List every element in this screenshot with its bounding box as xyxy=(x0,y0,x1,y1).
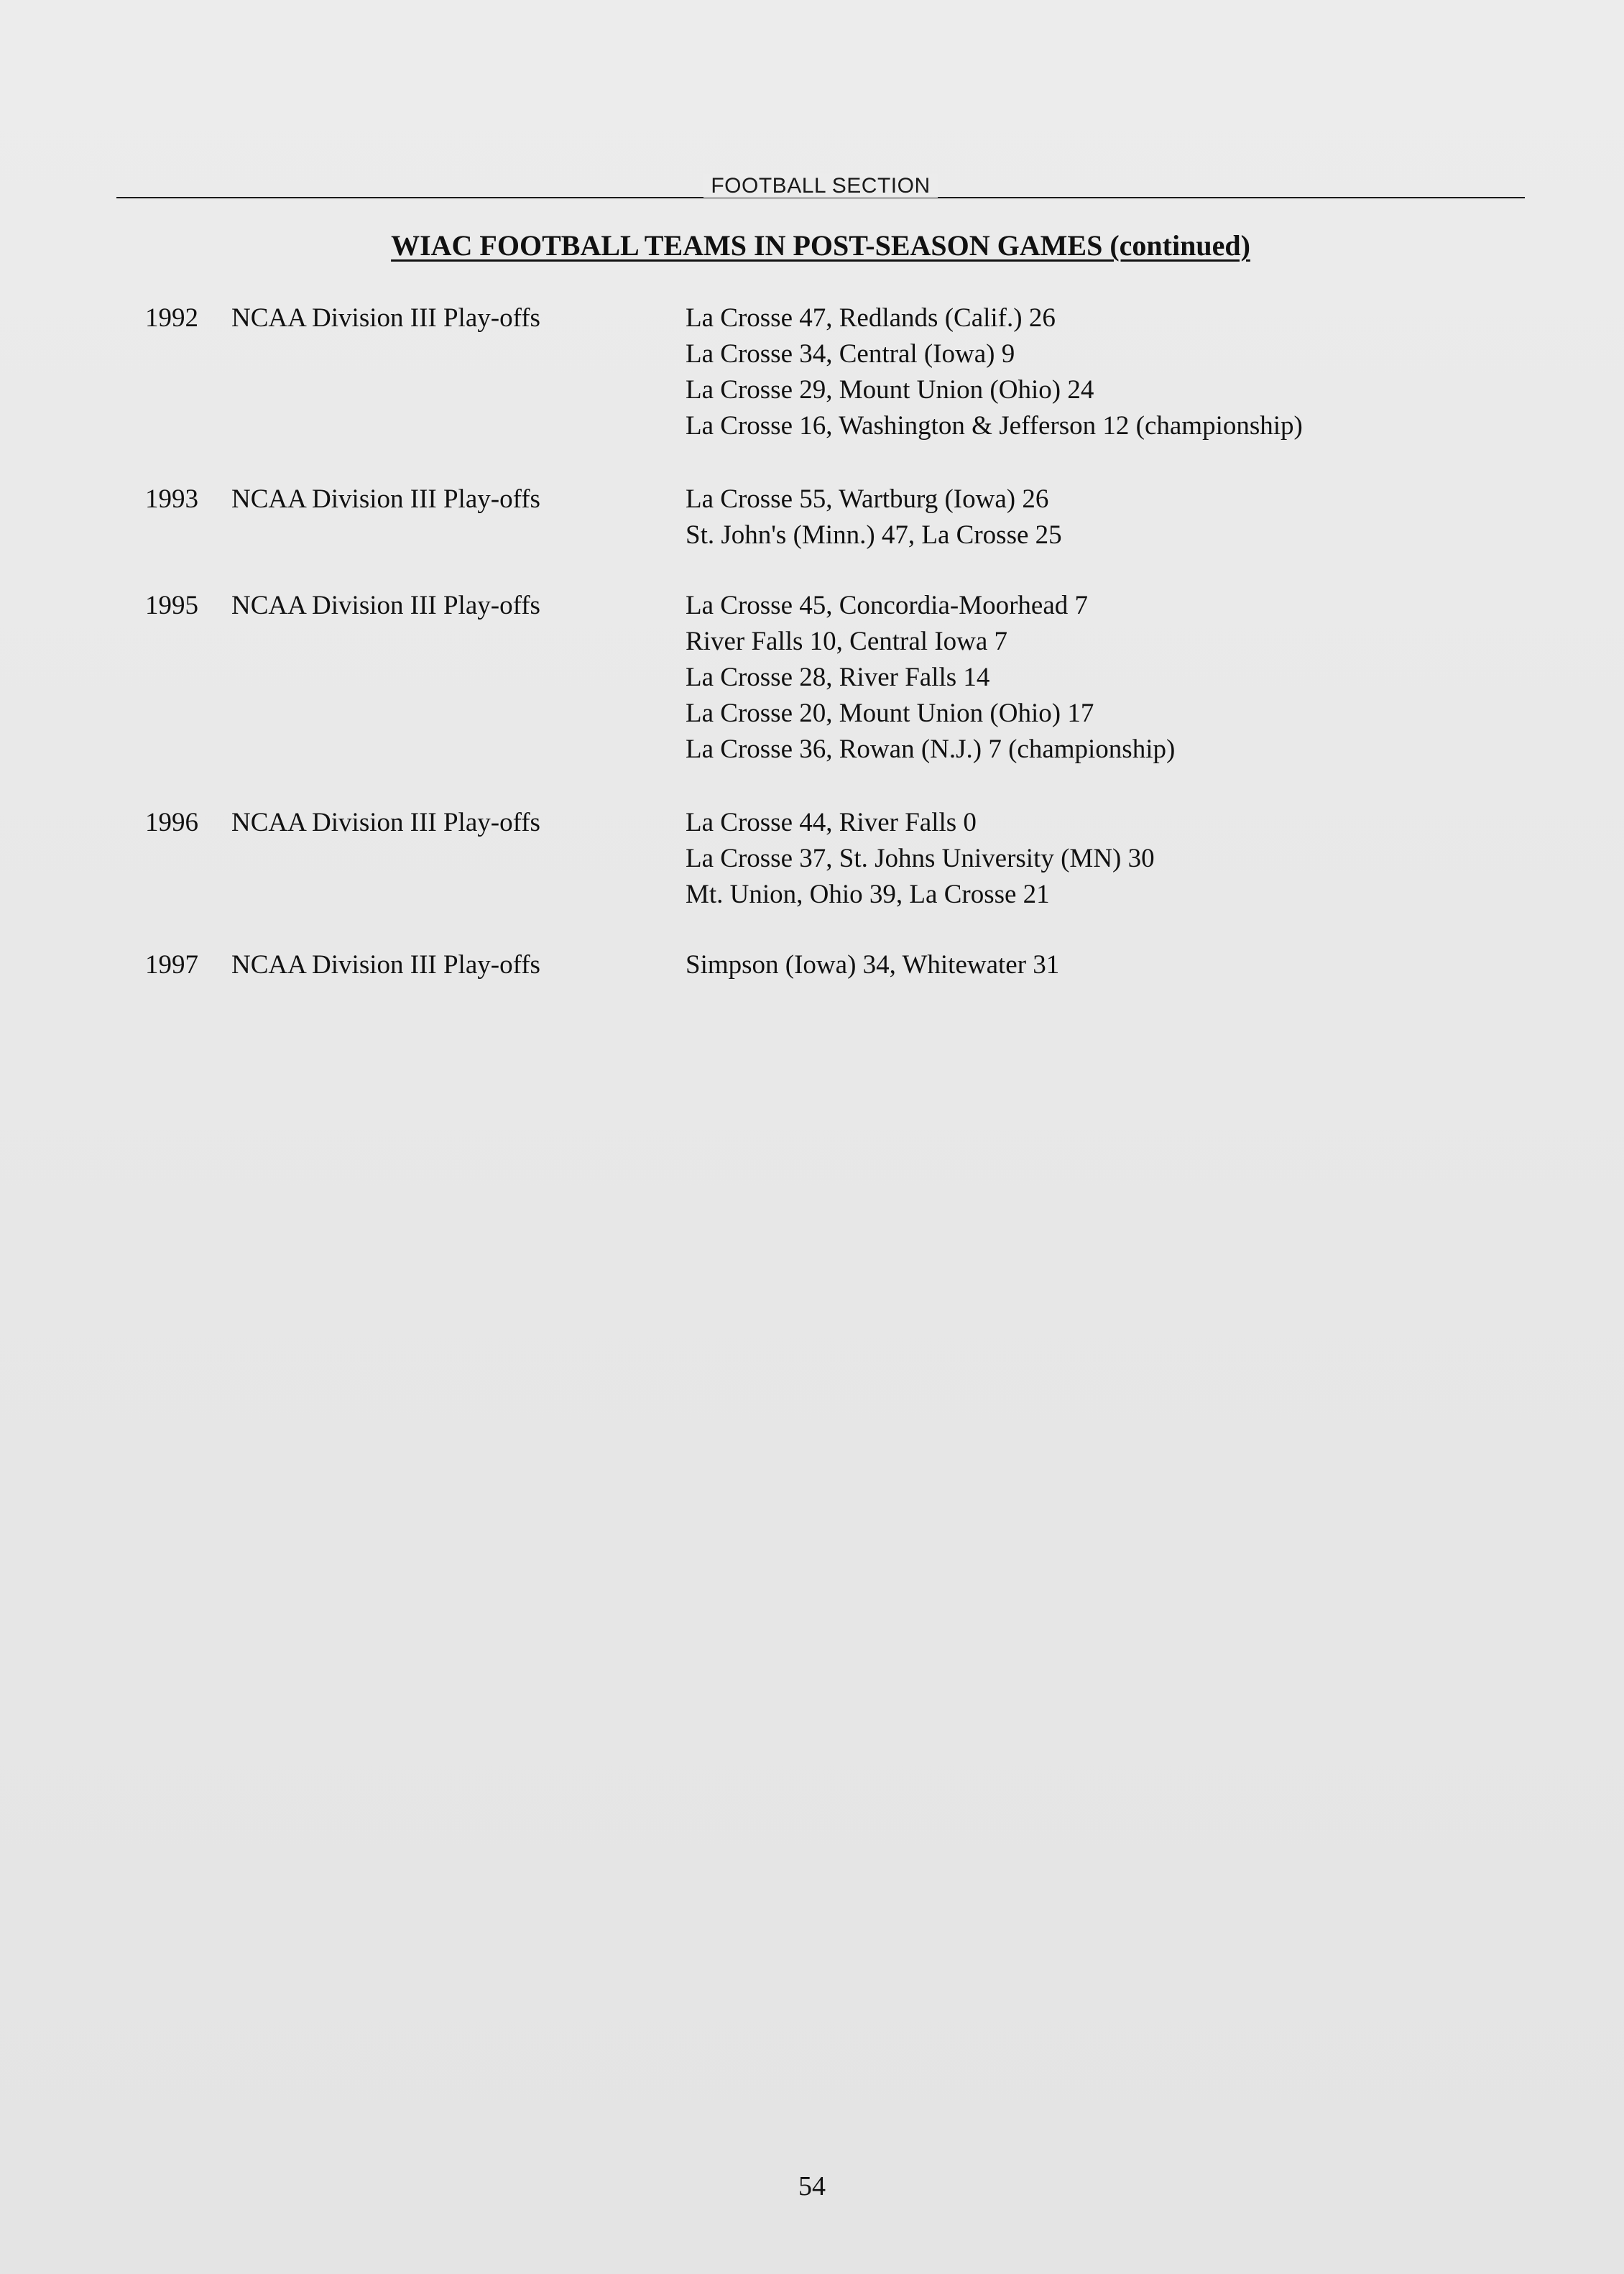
result-line: La Crosse 29, Mount Union (Ohio) 24 xyxy=(686,375,1094,405)
entry-event: NCAA Division III Play-offs xyxy=(231,808,540,837)
section-header xyxy=(116,170,1525,201)
result-line: Mt. Union, Ohio 39, La Crosse 21 xyxy=(686,880,1050,909)
result-line: La Crosse 45, Concordia-Moorhead 7 xyxy=(686,591,1089,620)
entry-results xyxy=(686,588,1490,768)
result-line: La Crosse 16, Washington & Jefferson 12 (championship) xyxy=(686,411,1303,441)
result-line: La Crosse 36, Rowan (N.J.) 7 (championship) xyxy=(686,735,1176,764)
entry-results xyxy=(686,482,1490,553)
page-title xyxy=(116,229,1525,262)
result-line: La Crosse 44, River Falls 0 xyxy=(686,808,977,837)
result-line: La Crosse 47, Redlands (Calif.) 26 xyxy=(686,303,1056,333)
entry-results xyxy=(686,300,1490,444)
section-label-text: FOOTBALL SECTION xyxy=(703,174,937,198)
entry-results xyxy=(686,805,1490,913)
result-line: La Crosse 34, Central (Iowa) 9 xyxy=(686,339,1015,369)
result-line: River Falls 10, Central Iowa 7 xyxy=(686,627,1008,656)
entry-event: NCAA Division III Play-offs xyxy=(231,950,540,980)
entry-event: NCAA Division III Play-offs xyxy=(231,591,540,620)
entry-year: 1997 xyxy=(145,950,198,980)
entry-event: NCAA Division III Play-offs xyxy=(231,303,540,333)
result-line: La Crosse 28, River Falls 14 xyxy=(686,663,990,692)
entry-year: 1996 xyxy=(145,808,198,837)
entry-results xyxy=(686,947,1490,983)
result-line: Simpson (Iowa) 34, Whitewater 31 xyxy=(686,950,1060,980)
section-label xyxy=(116,174,1525,198)
result-line: La Crosse 55, Wartburg (Iowa) 26 xyxy=(686,484,1049,514)
entry-year: 1992 xyxy=(145,303,198,333)
entry-year: 1993 xyxy=(145,484,198,514)
entry-event: NCAA Division III Play-offs xyxy=(231,484,540,514)
page-title-text: WIAC FOOTBALL TEAMS IN POST-SEASON GAMES (continued) xyxy=(391,229,1250,262)
result-line: La Crosse 37, St. Johns University (MN) 30 xyxy=(686,844,1155,873)
entry-year: 1995 xyxy=(145,591,198,620)
result-line: La Crosse 20, Mount Union (Ohio) 17 xyxy=(686,699,1094,728)
page-number: 54 xyxy=(798,2171,826,2201)
result-line: St. John's (Minn.) 47, La Crosse 25 xyxy=(686,520,1062,550)
